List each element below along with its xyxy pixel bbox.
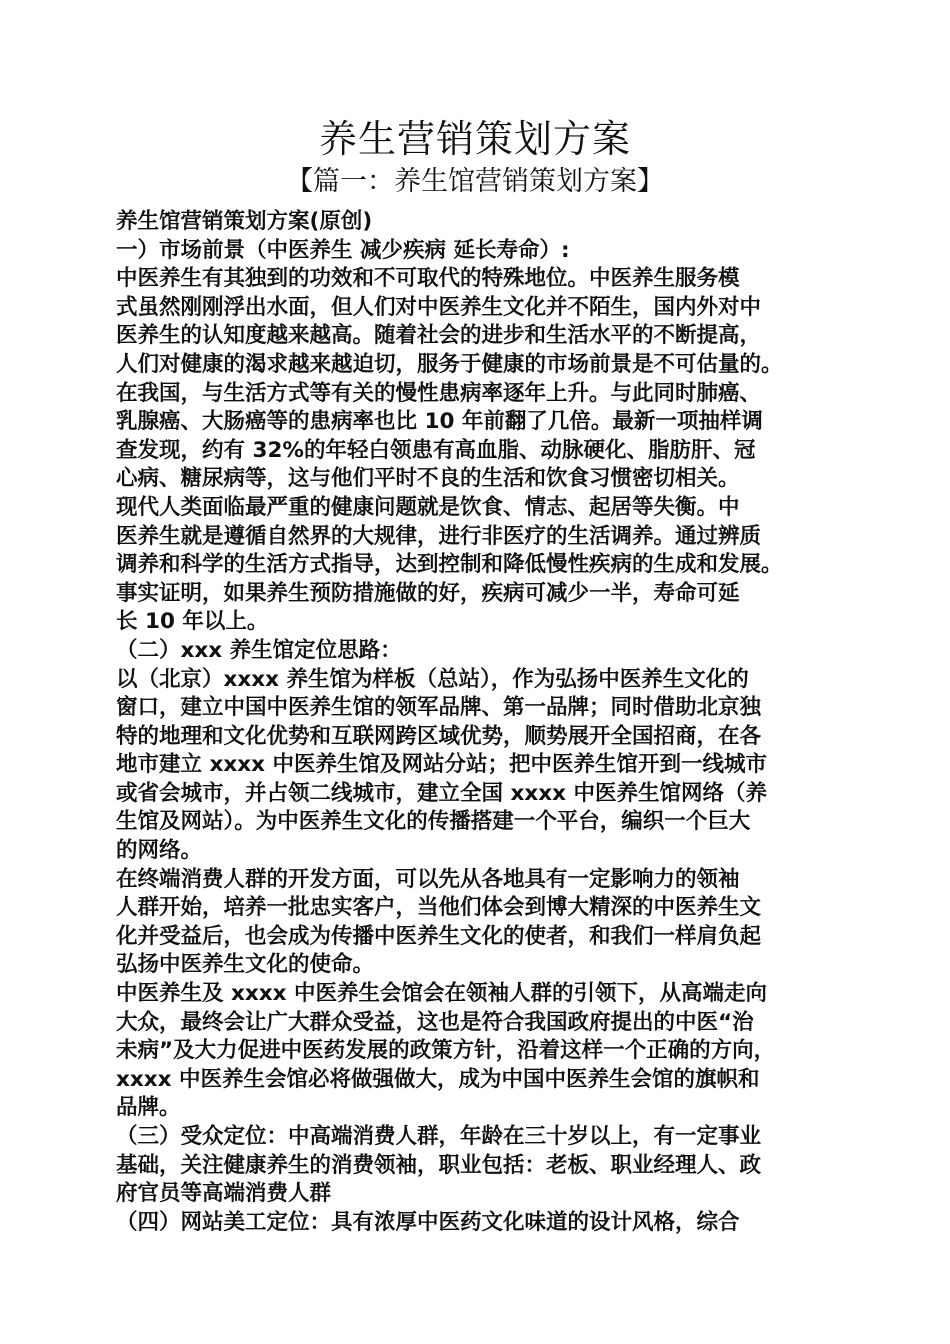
body-text-line: 心病、糖尿病等，这与他们平时不良的生活和饮食习惯密切相关。 [116,466,740,492]
body-text-line: 地市建立 xxxx 中医养生馆及网站分站；把中医养生馆开到一线城市 [116,752,767,778]
body-text-line: 式虽然刚刚浮出水面，但人们对中医养生文化并不陌生，国内外对中 [116,294,762,320]
body-text-line: 现代人类面临最严重的健康问题就是饮食、情志、起居等失衡。中 [116,494,740,520]
document-subtitle: 【篇一：养生馆营销策划方案】 [286,166,664,197]
body-text-line: 乳腺癌、大肠癌等的患病率也比 10 年前翻了几倍。最新一项抽样调 [116,409,763,435]
body-text-line: 人们对健康的渴求越来越迫切，服务于健康的市场前景是不可估量的。 [116,351,783,377]
body-text-line: 长 10 年以上。 [116,609,269,635]
body-text-line: 特的地理和文化优势和互联网跨区域优势，顺势展开全国招商，在各 [116,723,762,749]
body-text-line: 养生馆营销策划方案(原创) [116,209,373,234]
body-text-line: （二）xxx 养生馆定位思路： [116,637,402,663]
body-text-line: 医养生就是遵循自然界的大规律，进行非医疗的生活调养。通过辨质 [116,523,762,549]
body-text-line: 以（北京）xxxx 养生馆为样板（总站），作为弘扬中医养生文化的 [116,666,749,692]
body-text-line: 弘扬中医养生文化的使命。 [116,952,375,978]
body-text-line: 一）市场前景（中医养生 减少疾病 延长寿命）: [116,237,570,263]
body-text-line: 中医养生有其独到的功效和不可取代的特殊地位。中医养生服务模 [116,266,740,292]
document-title: 养生营销策划方案 [318,117,631,161]
document-body [116,208,851,1237]
body-text-line: （三）受众定位：中高端消费人群，年龄在三十岁以上，有一定事业 [116,1124,762,1149]
body-text-line: 品牌。 [116,1095,181,1121]
body-text-line: xxxx 中医养生会馆必将做强做大，成为中国中医养生会馆的旗帜和 [116,1066,760,1092]
body-text-line: 或省会城市，并占领二线城市，建立全国 xxxx 中医养生馆网络（养 [116,780,767,806]
body-text-line: 在我国，与生活方式等有关的慢性患病率逐年上升。与此同时肺癌、 [116,380,762,406]
body-text-line: 在终端消费人群的开发方面，可以先从各地具有一定影响力的领袖 [116,866,740,892]
body-text-line: （四）网站美工定位：具有浓厚中医药文化味道的设计风格，综合 [116,1209,740,1235]
body-text-line: 调养和科学的生活方式指导，达到控制和降低慢性疾病的生成和发展。 [116,552,783,578]
body-text-line: 生馆及网站）。为中医养生文化的传播搭建一个平台，编织一个巨大 [116,809,751,835]
body-text-line: 府官员等高端消费人群 [116,1181,332,1207]
body-text-line: 的网络。 [116,838,203,864]
body-text-line: 大众，最终会让广大群众受益，这也是符合我国政府提出的中医“治 [116,1009,754,1035]
body-text-line: 医养生的认知度越来越高。随着社会的进步和生活水平的不断提高， [116,323,762,349]
body-text-line: 事实证明，如果养生预防措施做的好，疾病可减少一半，寿命可延 [116,580,740,606]
body-text-line: 未病”及大力促进中医药发展的政策方针，沿着这样一个正确的方向， [116,1038,776,1064]
body-text-line: 中医养生及 xxxx 中医养生会馆会在领袖人群的引领下，从高端走向 [116,981,767,1007]
body-text-line: 查发现，约有 32%的年轻白领患有高血脂、动脉硬化、脂肪肝、冠 [116,437,756,463]
body-text-line: 人群开始，培养一批忠实客户，当他们体会到博大精深的中医养生文 [116,895,762,921]
body-text-line: 基础，关注健康养生的消费领袖，职业包括：老板、职业经理人、政 [116,1152,762,1178]
body-text-line: 窗口，建立中国中医养生馆的领军品牌、第一品牌；同时借助北京独 [116,695,762,721]
body-text-line: 化并受益后，也会成为传播中医养生文化的使者，和我们一样肩负起 [116,923,762,949]
